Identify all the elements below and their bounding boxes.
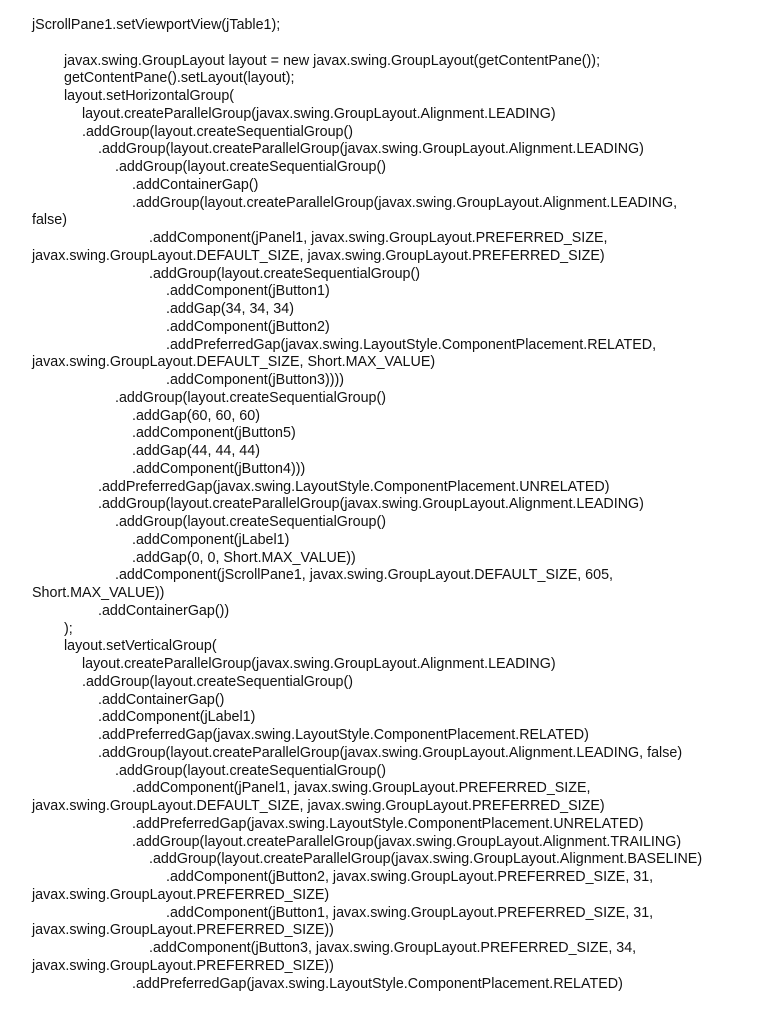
- code-line: .addContainerGap(): [132, 176, 259, 193]
- code-line: .addGroup(layout.createParallelGroup(javax.swing.GroupLayout.Alignment.TRAILING): [132, 833, 682, 850]
- code-line: .addGroup(layout.createSequentialGroup(): [115, 762, 387, 779]
- code-line: .addContainerGap(): [98, 691, 225, 708]
- code-line: .addGroup(layout.createSequentialGroup(): [115, 389, 387, 406]
- code-line: javax.swing.GroupLayout.PREFERRED_SIZE)): [32, 922, 334, 939]
- code-line: .addComponent(jPanel1, javax.swing.GroupLayout.PREFERRED_SIZE,: [149, 230, 608, 246]
- code-line: javax.swing.GroupLayout.DEFAULT_SIZE, javax.swing.GroupLayout.PREFERRED_SIZE): [32, 798, 605, 814]
- code-line: javax.swing.GroupLayout layout = new javax.swing.GroupLayout(getContentPane());: [64, 52, 601, 69]
- code-line: layout.setHorizontalGroup(: [64, 88, 235, 104]
- code-line: .addPreferredGap(javax.swing.LayoutStyle.ComponentPlacement.RELATED,: [166, 336, 657, 353]
- code-line: );: [64, 620, 73, 637]
- code-line: .addComponent(jButton3)))): [166, 372, 345, 388]
- code-line: .addGap(34, 34, 34): [166, 301, 294, 317]
- code-line: .addComponent(jLabel1): [132, 531, 290, 548]
- code-line: .addComponent(jLabel1): [98, 709, 256, 726]
- code-line: jScrollPane1.setViewportView(jTable1);: [32, 17, 281, 33]
- code-line: .addComponent(jButton3, javax.swing.GroupLayout.PREFERRED_SIZE, 34,: [149, 940, 637, 956]
- code-line: Short.MAX_VALUE)): [32, 585, 165, 601]
- code-line: .addPreferredGap(javax.swing.LayoutStyle.ComponentPlacement.RELATED): [132, 975, 623, 992]
- code-line: .addComponent(jScrollPane1, javax.swing.GroupLayout.DEFAULT_SIZE, 605,: [115, 567, 614, 584]
- code-line: .addComponent(jButton1, javax.swing.GroupLayout.PREFERRED_SIZE, 31,: [166, 904, 654, 921]
- code-line: .addGroup(layout.createParallelGroup(javax.swing.GroupLayout.Alignment.LEADING): [98, 141, 644, 158]
- code-line: javax.swing.GroupLayout.PREFERRED_SIZE): [32, 886, 330, 903]
- code-line: layout.setVerticalGroup(: [64, 638, 217, 655]
- code-line: .addComponent(jButton2): [166, 318, 330, 335]
- code-line: .addGroup(layout.createParallelGroup(javax.swing.GroupLayout.Alignment.LEADING): [98, 496, 644, 513]
- code-line: .addComponent(jButton4))): [132, 460, 306, 477]
- code-line: .addGroup(layout.createParallelGroup(javax.swing.GroupLayout.Alignment.LEADING,: [132, 194, 678, 211]
- code-line: .addGap(0, 0, Short.MAX_VALUE)): [132, 549, 356, 566]
- code-line: .addGap(44, 44, 44): [132, 443, 260, 459]
- code-line: .addGroup(layout.createParallelGroup(javax.swing.GroupLayout.Alignment.LEADING, false): [98, 744, 683, 761]
- code-line: .addContainerGap()): [98, 602, 230, 619]
- code-line: .addPreferredGap(javax.swing.LayoutStyle.ComponentPlacement.RELATED): [98, 727, 589, 743]
- code-line: javax.swing.GroupLayout.DEFAULT_SIZE, javax.swing.GroupLayout.PREFERRED_SIZE): [32, 247, 605, 264]
- code-listing: [32, 17, 752, 993]
- code-line: .addPreferredGap(javax.swing.LayoutStyle.ComponentPlacement.UNRELATED): [98, 478, 610, 495]
- code-line: javax.swing.GroupLayout.PREFERRED_SIZE)): [32, 957, 334, 974]
- code-line: .addComponent(jButton5): [132, 425, 296, 442]
- code-line: getContentPane().setLayout(layout);: [64, 70, 295, 87]
- code-line: .addGroup(layout.createSequentialGroup(): [82, 123, 354, 140]
- code-line: javax.swing.GroupLayout.DEFAULT_SIZE, Short.MAX_VALUE): [32, 354, 436, 371]
- code-line: layout.createParallelGroup(javax.swing.GroupLayout.Alignment.LEADING): [82, 656, 556, 672]
- code-line: .addComponent(jButton2, javax.swing.GroupLayout.PREFERRED_SIZE, 31,: [166, 869, 654, 885]
- code-line: .addComponent(jButton1): [166, 283, 330, 300]
- code-line: .addGroup(layout.createSequentialGroup(): [115, 159, 387, 175]
- code-line: false): [32, 212, 67, 229]
- code-line: .addGroup(layout.createParallelGroup(javax.swing.GroupLayout.Alignment.BASELINE): [149, 851, 703, 868]
- code-line: .addGap(60, 60, 60): [132, 407, 260, 424]
- code-line: .addPreferredGap(javax.swing.LayoutStyle.ComponentPlacement.UNRELATED): [132, 815, 644, 832]
- code-line: .addGroup(layout.createSequentialGroup(): [149, 265, 421, 282]
- blank-line: [32, 35, 752, 53]
- code-line: layout.createParallelGroup(javax.swing.GroupLayout.Alignment.LEADING): [82, 105, 556, 122]
- code-line: .addGroup(layout.createSequentialGroup(): [115, 514, 387, 530]
- code-line: .addGroup(layout.createSequentialGroup(): [82, 673, 354, 690]
- code-line: .addComponent(jPanel1, javax.swing.GroupLayout.PREFERRED_SIZE,: [132, 780, 591, 797]
